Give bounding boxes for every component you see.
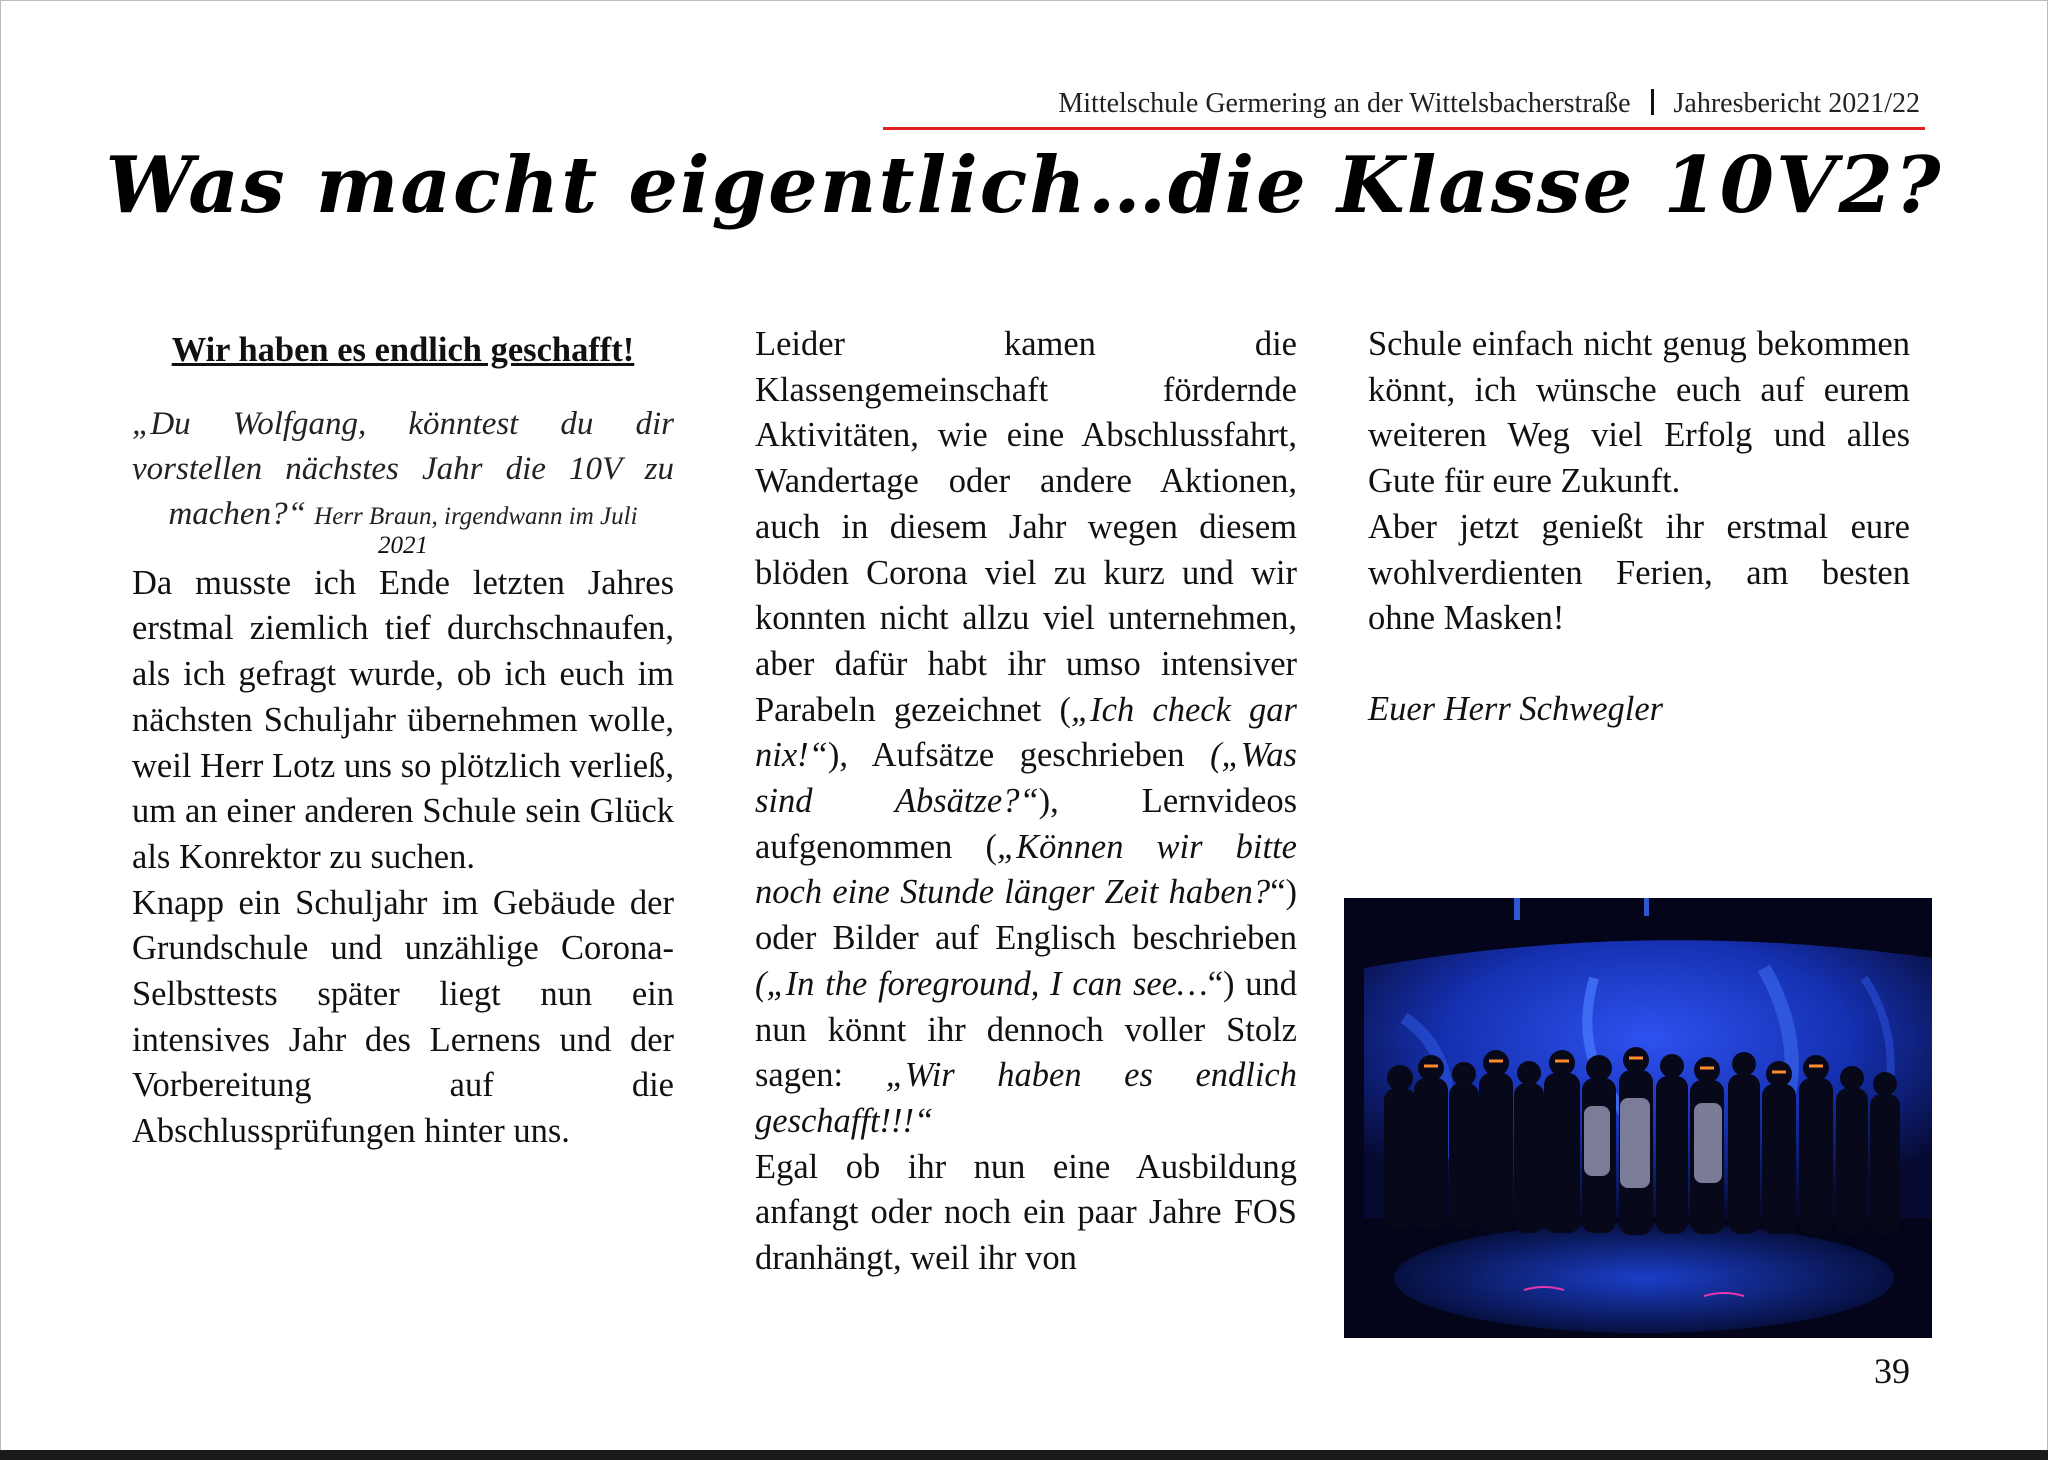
class-photo-illustration [1344, 898, 1932, 1338]
column2-quote-1: „Ich check gar nix!“ [755, 690, 1297, 775]
column3-paragraph-2: Aber jetzt genießt ihr erstmal eure wohlverdienten Ferien, am besten ohne Masken! [1368, 507, 1910, 638]
column2-paragraph-1 [755, 322, 1297, 1145]
opening-quote [132, 402, 674, 539]
quote-text: „Du Wolfgang, könntest du dir vorstellen nächstes Jahr die 10V zu machen?“ [132, 405, 674, 532]
column-3 [1368, 322, 1910, 733]
column1-paragraph-2: Knapp ein Schuljahr im Gebäude der Grundschule und unzählige Corona-Selbsttests später liegt nun ein intensives Jahr des Lernens und der Vorbereitung auf die Abschlussprüfungen hinter uns. [132, 883, 674, 1151]
column2-text-1: Leider kamen die Klassengemeinschaft fördernde Aktivitäten, wie eine Abschlussfahrt, Wandertage oder andere Aktionen, auch in diesem Jahr wegen diesem blöden Corona viel zu kurz und wir konnten nicht allzu viel unternehmen, aber dafür habt ihr umso intensiver Parabeln gezeichnet ( [755, 325, 1297, 729]
header-red-rule [883, 127, 1925, 130]
column-1 [132, 322, 674, 1155]
column2-quote-2: („Was sind Absätze?“ [755, 736, 1297, 821]
column2-quote-4: („In the foreground, I can see… [755, 964, 1208, 1003]
column2-text-3: ), Lernvideos aufgenommen ( [755, 782, 1297, 866]
header-report-name: Jahresbericht 2021/22 [1673, 88, 1920, 119]
column2-paragraph-2: Egal ob ihr nun eine Ausbildung anfangt oder noch ein paar Jahre FOS dranhängt, weil ihr von [755, 1147, 1297, 1278]
header-separator [1651, 89, 1654, 115]
column2-text-4: “) oder Bilder auf Englisch beschrieben [755, 873, 1297, 958]
column2-text-5: “) und nun könnt ihr dennoch voller Stolz sagen: [755, 964, 1297, 1095]
page-bottom-edge [0, 1450, 2048, 1460]
column2-quote-5: „Wir haben es endlich geschafft!!!“ [755, 1056, 1297, 1140]
column2-text-2: ), Aufsätze geschrieben [827, 736, 1211, 775]
quote-source: Herr Braun, irgendwann im Juli [314, 502, 638, 530]
column2-quote-3: „Können wir bitte noch eine Stunde länger Zeit haben? [755, 827, 1297, 912]
article-subheading: Wir haben es endlich geschafft! [171, 331, 635, 369]
column-2 [755, 322, 1297, 1282]
page-number: 39 [1874, 1351, 1910, 1391]
page-title: Was macht eigentlich…die Klasse 10V2? [105, 140, 1943, 231]
column3-paragraph-1: Schule einfach nicht genug bekommen könnt, ich wünsche euch auf eurem weiteren Weg viel Erfolg und alles Gute für eure Zukunft. [1368, 325, 1910, 501]
quote-year: 2021 [378, 531, 428, 559]
signature: Euer Herr Schwegler [1368, 689, 1664, 728]
class-photo [1344, 898, 1932, 1338]
running-header [1058, 88, 1920, 120]
header-school-name: Mittelschule Germering an der Wittelsbacherstraße [1058, 88, 1631, 119]
column1-paragraph-1: Da musste ich Ende letzten Jahres erstmal ziemlich tief durchschnaufen, als ich gefragt wurde, ob ich euch im nächsten Schuljahr übernehmen wolle, weil Herr Lotz uns so plötzlich verließ, um an einer anderen Schule sein Glück als Konrektor zu suchen. [132, 563, 674, 876]
